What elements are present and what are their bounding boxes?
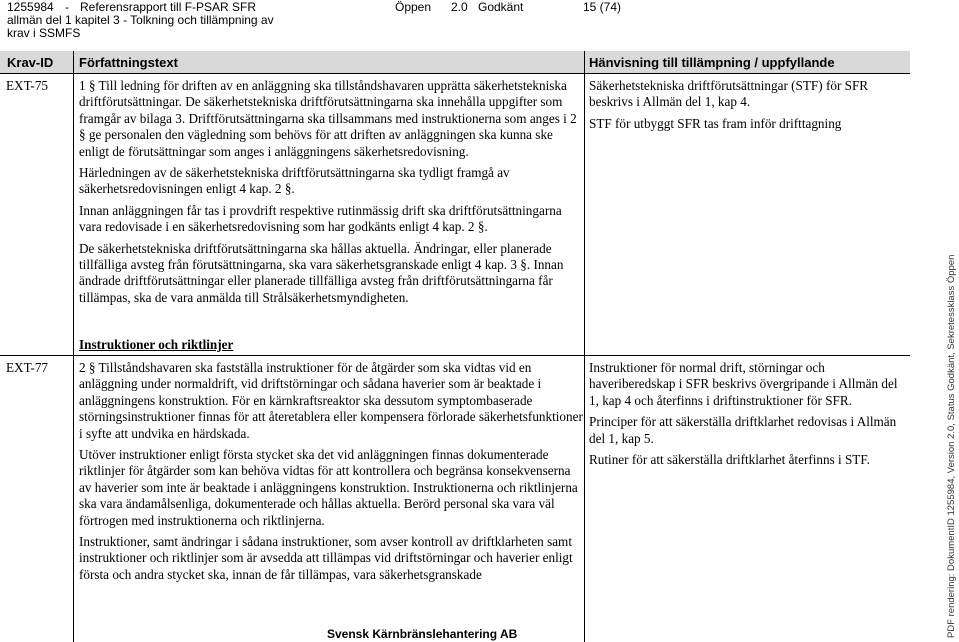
side-note: PDF rendering: DokumentID 1255984, Version 2.0, Status Godkänt, Sekretessklass Öppen: [946, 254, 957, 638]
paragraph: Innan anläggningen får tas i provdrift respektive rutinmässig drift ska driftförutsättningarna vara redovisade i en säkerhetsredovisning som har godkänts enligt 4 kap. 2 §.: [79, 202, 562, 235]
table-header: [0, 51, 910, 73]
paragraph: Härledningen av de säkerhetstekniska driftförutsättningarna ska tydligt framgå av säkerhetsredovisningen enligt 4 kap. 2 §.: [79, 165, 510, 197]
page-count: 15 (74): [583, 0, 622, 14]
paragraph: Principer för att säkerställa driftklarhet redovisas i Allmän del 1, kap 5.: [589, 414, 897, 446]
section-heading: [79, 337, 584, 353]
doc-subtitle: allmän del 1 kapitel 3 - Tolkning och tillämpning av: [7, 13, 274, 27]
col-header-id: Krav-ID: [7, 55, 54, 70]
paragraph: STF för utbyggt SFR tas fram inför drifttagning: [589, 115, 842, 131]
regulation-text: [79, 360, 584, 588]
paragraph: Rutiner för att säkerställa driftklarhet återfinns i STF.: [589, 452, 870, 468]
section-heading-text: Instruktioner och riktlinjer: [79, 337, 234, 352]
paragraph: 1 § Till ledning för driften av en anläggning ska tillståndshavaren upprätta säkerhetstekniska driftförutsättningar. De säkerhetstekniska driftförutsättningarna ska innehålla uppgifter som framgår av bilaga 3. Driftförutsättningarna ska tillsammans med instruktionerna som anges i 2 § ge personalen den vägledning som behövs för att driften av anläggningen ska kunna ske enligt de förutsättningar som anges i anläggningens säkerhetsredovisning.: [79, 78, 577, 159]
header-rule: [0, 73, 910, 74]
paragraph: 2 § Tillståndshavaren ska fastställa instruktioner för de åtgärder som ska vidtas vid en anläggning under normaldrift, vid driftstörningar och sådana haverier som är beaktade i anläggningens konstruktion. För en kärnkraftsreaktor ska dessutom symptombaserade störningsinstruktioner finnas för att återetablera eller kompensera förlorade säkerhetsfunktioner i syfte att undvika en härdskada.: [79, 360, 583, 441]
doc-id: 1255984: [7, 0, 54, 14]
doc-status: Öppen: [395, 0, 432, 14]
paragraph: Utöver instruktioner enligt första stycket ska det vid anläggningen finnas dokumenterade riktlinjer för åtgärder som kan behöva vidtas för att kontrollera och begränsa konsekvenserna av haverier som inte är beaktade i anläggningens konstruktion. Instruktionerna och riktlinjerna ska vara ändamålsenliga, dokumenterade och hållas aktuella. Berörd personal ska vara väl förtrogen med instruktionerna och riktlinjerna.: [79, 447, 578, 528]
column-divider: [584, 51, 585, 642]
paragraph: De säkerhetstekniska driftförutsättningarna ska hållas aktuella. Ändringar, eller planerade tillfälliga avsteg från förutsättningarna, ska vara säkerhetsgranskade enligt 4 kap. 3 §. Innan ändrade driftförutsättningar eller planerade tillfälliga avsteg från driftförutsättningarna får tillämpas, ska de vara anmälda till Strålsäkerhetsmyndigheten.: [79, 240, 564, 305]
paragraph: Instruktioner för normal drift, störningar och haveriberedskap i SFR beskrivs övergripande i Allmän del 1, kap 4 och återfinns i driftinstruktioner för SFR.: [589, 360, 898, 408]
header-dash: -: [65, 0, 69, 14]
regulation-text: [79, 78, 584, 311]
requirement-id: EXT-77: [6, 360, 49, 375]
footer-company: Svensk Kärnbränslehantering AB: [327, 627, 518, 641]
paragraph: Säkerhetstekniska driftförutsättningar (STF) för SFR beskrivs i Allmän del 1, kap 4.: [589, 78, 869, 110]
doc-version: 2.0: [451, 0, 468, 14]
doc-approval: Godkänt: [478, 0, 524, 14]
reference-text: [589, 78, 899, 137]
column-divider: [73, 51, 74, 642]
col-header-text: Författningstext: [79, 55, 178, 70]
requirement-id: EXT-75: [6, 78, 49, 93]
doc-subtitle-2: krav i SSMFS: [7, 26, 81, 40]
row-divider: [0, 355, 910, 356]
reference-text: [589, 360, 899, 473]
doc-title: Referensrapport till F-PSAR SFR: [80, 0, 257, 14]
col-header-ref: Hänvisning till tillämpning / uppfyllande: [589, 55, 835, 70]
paragraph: Instruktioner, samt ändringar i sådana instruktioner, som avser kontroll av driftklarheten samt instruktioner och riktlinjer som är avsedda att tillämpas vid driftstörningar och haverier enligt första och andra stycket ska, innan de får tillämpas, vara säkerhetsgranskade: [79, 534, 573, 582]
